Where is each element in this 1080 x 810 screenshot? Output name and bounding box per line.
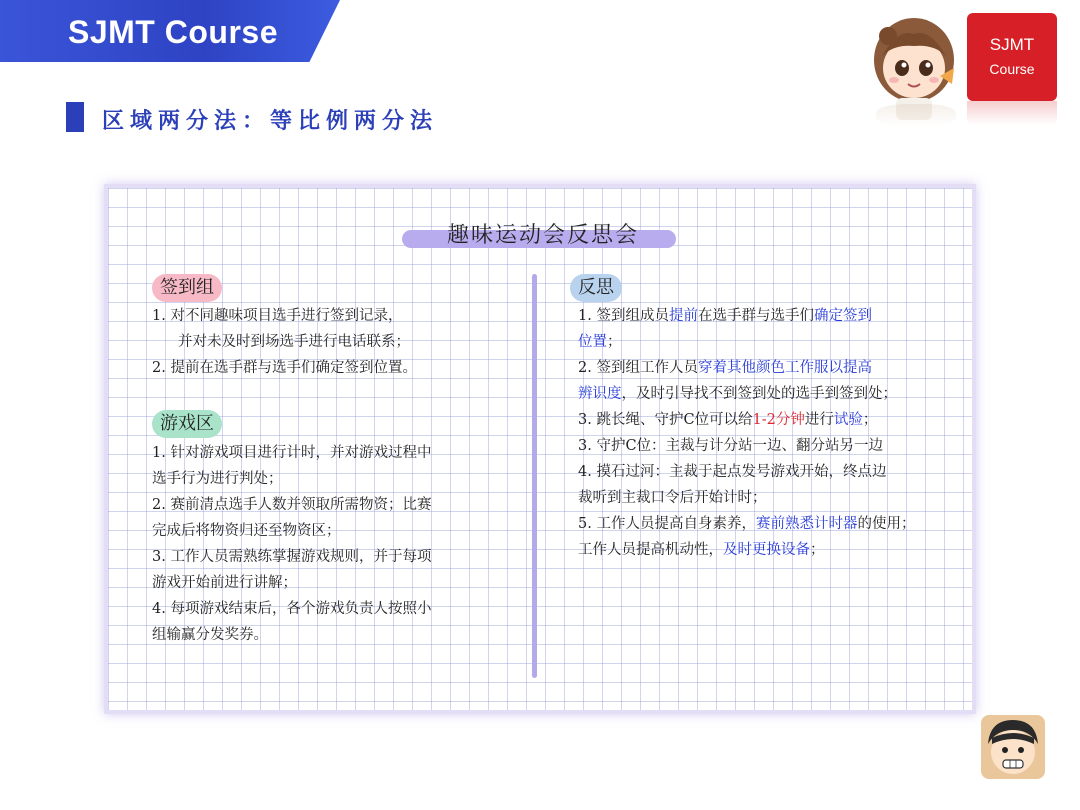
text-line: 并对未及时到场选手进行电话联系； <box>178 334 410 350</box>
logo-reflection <box>967 101 1057 125</box>
reflection-item-4: 3. 守护C位：主裁与计分站一边、翻分站另一边 <box>578 438 884 454</box>
reflection-item-5: 4. 摸石过河：主裁于起点发号游戏开始，终点边 裁听到主裁口令后开始计时； <box>578 464 887 506</box>
text-line: 游戏开始前进行讲解； <box>152 575 297 591</box>
text-line: 4. 每项游戏结束后，各个游戏负责人按照小 <box>152 601 432 617</box>
section-title: 区域两分法：等比例两分法 <box>102 109 439 134</box>
logo-line2: Course <box>989 61 1035 77</box>
tag-game-area: 游戏区 <box>152 410 222 438</box>
reflection-item-2: 2. 签到组工作人员穿着其他颜色工作服以提高 辨识度，及时引导找不到签到处的选手到签到处； <box>578 360 897 402</box>
column-divider <box>532 274 537 678</box>
reflection-item-6: 5. 工作人员提高自身素养，赛前熟悉计时器的使用； <box>578 516 916 532</box>
logo-line1: SJMT <box>989 35 1035 54</box>
text-line: 3. 工作人员需熟练掌握游戏规则，并于每项 <box>152 549 432 565</box>
reflection-item-3: 3. 跳长绳、守护C位可以给1-2分钟进行试验； <box>578 412 878 428</box>
text-line: 1. 对不同趣味项目选手进行签到记录， <box>152 308 403 324</box>
text-line: 组输赢分发奖券。 <box>152 627 268 643</box>
tag-reflection: 反思 <box>570 274 622 302</box>
banner-title: SJMT Course <box>68 14 278 50</box>
text-line: 2. 提前在选手群与选手们确定签到位置。 <box>152 360 417 376</box>
signin-group-text <box>152 303 522 381</box>
section-marker <box>66 102 84 132</box>
text-line: 1. 针对游戏项目进行计时，并对游戏过程中 <box>152 445 432 461</box>
text-line: 选手行为进行判处； <box>152 471 283 487</box>
mascot-reflection <box>876 104 956 126</box>
tag-signin-group: 签到组 <box>152 274 222 302</box>
reflection-item-1: 1. 签到组成员提前在选手群与选手们确定签到 位置； <box>578 308 872 350</box>
sjmt-logo <box>967 13 1057 101</box>
reflection-item-7: 工作人员提高机动性，及时更换设备； <box>578 542 825 558</box>
notebook-card <box>104 184 976 714</box>
game-area-text <box>152 440 522 648</box>
reflection-text <box>578 303 962 563</box>
text-line: 2. 赛前清点选手人数并领取所需物资；比赛 <box>152 497 432 513</box>
boy-avatar-icon <box>980 714 1046 780</box>
text-line: 完成后将物资归还至物资区； <box>152 523 341 539</box>
card-title: 趣味运动会反思会 <box>446 223 639 248</box>
